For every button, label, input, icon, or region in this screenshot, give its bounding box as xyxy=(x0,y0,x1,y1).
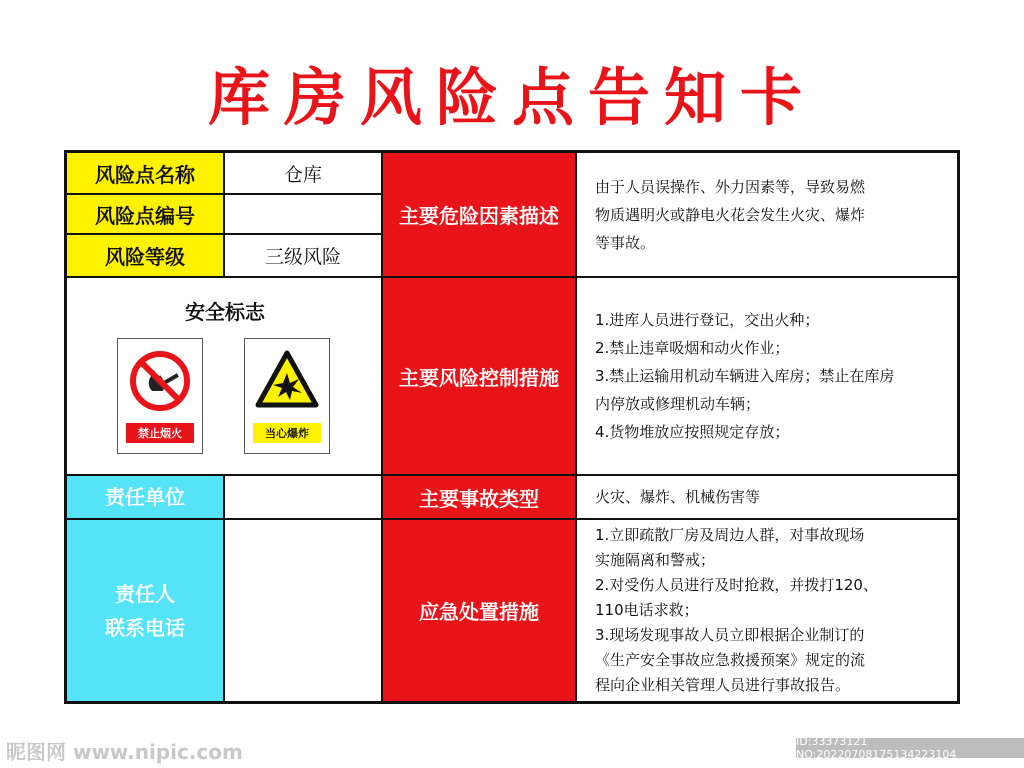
responsible-person-value xyxy=(225,520,383,701)
sign-no-fire-label: 禁止烟火 xyxy=(126,423,194,443)
hazard-label: 主要危险因素描述 xyxy=(383,153,577,278)
emergency-label: 应急处置措施 xyxy=(383,520,577,701)
risk-code-label: 风险点编号 xyxy=(67,195,225,235)
control-line: 4.货物堆放应按照规定存放； xyxy=(595,423,790,441)
watermark-logo: 昵图网 www.nipic.com xyxy=(6,740,243,764)
emergency-line: 1.立即疏散厂房及周边人群，对事故现场 xyxy=(595,526,865,544)
responsible-person-label xyxy=(67,520,225,701)
risk-name-value: 仓库 xyxy=(225,153,383,195)
emergency-line: 2.对受伤人员进行及时抢救，并拨打120、 xyxy=(595,576,878,594)
emergency-line: 《生产安全事故应急救援预案》规定的流 xyxy=(595,651,866,669)
responsible-person-title: 责任人 xyxy=(115,581,175,606)
emergency-line: 实施隔离和警戒； xyxy=(595,551,716,569)
emergency-measures xyxy=(577,520,957,701)
hazard-line: 等事故。 xyxy=(595,233,656,252)
safety-signs-section xyxy=(67,278,383,476)
sign-no-fire xyxy=(117,338,203,454)
accident-type-label: 主要事故类型 xyxy=(383,476,577,520)
responsible-unit-value xyxy=(225,476,383,520)
emergency-line: 110电话求救； xyxy=(595,601,699,619)
hazard-line: 由于人员误操作、外力因素等，导致易燃 xyxy=(595,177,866,196)
responsible-unit-label: 责任单位 xyxy=(67,476,225,520)
control-measures xyxy=(577,278,957,476)
emergency-line: 程向企业相关管理人员进行事故报告。 xyxy=(595,676,851,694)
control-line: 内停放或修理机动车辆； xyxy=(595,395,761,413)
no-fire-icon xyxy=(119,339,202,425)
sign-explosion-warning xyxy=(244,338,330,454)
safety-signs-title: 安全标志 xyxy=(185,300,265,324)
hazard-line: 物质遇明火或静电火花会发生火灾、爆炸 xyxy=(595,205,866,224)
control-line: 1.进库人员进行登记，交出火种； xyxy=(595,311,820,329)
contact-phone-title: 联系电话 xyxy=(105,615,185,640)
control-line: 2.禁止违章吸烟和动火作业； xyxy=(595,339,790,357)
card-title: 库房风险点告知卡 xyxy=(207,61,816,134)
sign-explosion-warning-label: 当心爆炸 xyxy=(253,423,321,443)
control-line: 3.禁止运输用机动车辆进入库房；禁止在库房 xyxy=(595,367,895,385)
accident-type-value: 火灾、爆炸、机械伤害等 xyxy=(577,476,957,520)
control-label: 主要风险控制措施 xyxy=(383,278,577,476)
risk-name-label: 风险点名称 xyxy=(67,153,225,195)
hazard-description xyxy=(577,153,957,278)
explosion-warning-icon xyxy=(246,339,329,425)
emergency-line: 3.现场发现事故人员立即根据企业制订的 xyxy=(595,626,865,644)
risk-level-value: 三级风险 xyxy=(225,235,383,278)
risk-card xyxy=(64,150,960,704)
watermark-id: ID:33373121 NO:20220708175134223104 xyxy=(796,738,1024,758)
risk-code-value xyxy=(225,195,383,235)
risk-level-label: 风险等级 xyxy=(67,235,225,278)
